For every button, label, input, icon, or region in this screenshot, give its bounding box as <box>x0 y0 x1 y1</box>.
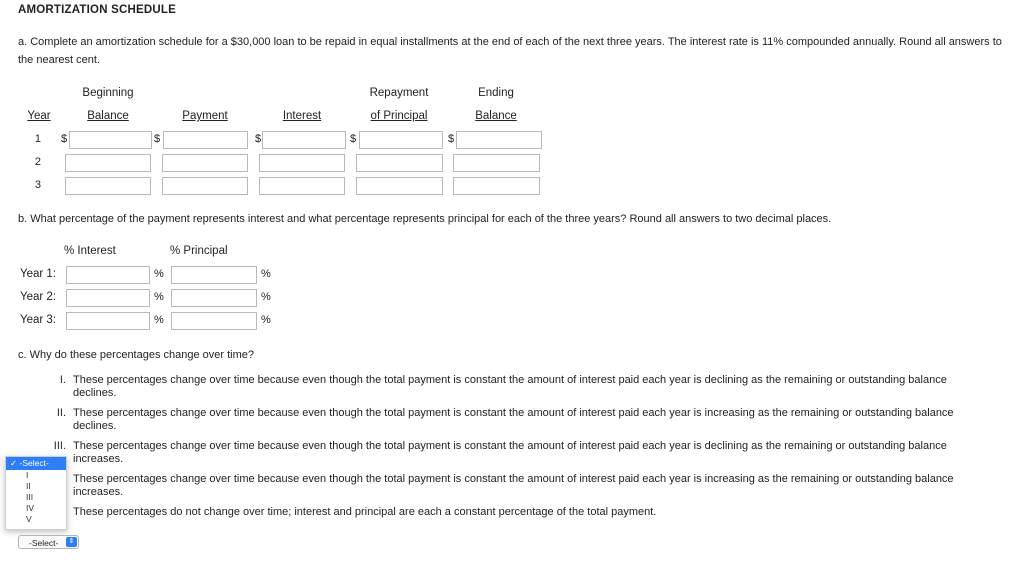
currency-sign: $ <box>154 133 161 145</box>
dropdown-option-v[interactable]: V <box>26 514 32 524</box>
currency-sign: $ <box>61 133 68 145</box>
chevron-updown-icon: ⇕ <box>66 537 77 547</box>
year-2-label: Year 2: <box>20 291 57 303</box>
option-4-text: These percentages change over time because even though the total payment is constant the amount of interest paid each year is increasing as the remaining or outstanding balance increases. <box>73 473 954 498</box>
year-1-interest-percent-input[interactable] <box>66 266 150 284</box>
year-2-principal-percent-input[interactable] <box>171 289 257 307</box>
header-repayment-bottom: of Principal <box>370 110 428 122</box>
percent-sign: % <box>261 268 271 280</box>
percent-sign: % <box>154 314 164 326</box>
row-2-interest-input[interactable] <box>259 154 345 172</box>
option-5-text: These percentages do not change over time; interest and principal are each a constant percentage of the total payment. <box>73 506 657 518</box>
row-2-beginning-balance-input[interactable] <box>65 154 151 172</box>
header-ending-top: Ending <box>478 87 514 99</box>
header-repayment-top: Repayment <box>369 87 429 99</box>
header-year: Year <box>27 110 51 122</box>
checkmark-icon: ✓ <box>10 458 20 468</box>
row-3-year: 3 <box>34 179 41 191</box>
header-percent-interest: % Interest <box>64 245 116 257</box>
row-3-beginning-balance-input[interactable] <box>65 177 151 195</box>
option-3-text: These percentages change over time because even though the total payment is constant the amount of interest paid each year is declining as the remaining or outstanding balance increases. <box>73 440 947 465</box>
row-1-interest-input[interactable] <box>262 131 346 149</box>
header-beginning-top: Beginning <box>82 87 134 99</box>
row-3-interest-input[interactable] <box>259 177 345 195</box>
answer-select-value: -Select- <box>29 538 59 548</box>
part-a-question: a. Complete an amortization schedule for a $30,000 loan to be repaid in equal installments at the end of each of the next three years. The interest rate is 11% compounded annually. Round all answers to the nearest cent. <box>18 36 1002 66</box>
row-2-ending-balance-input[interactable] <box>453 154 540 172</box>
row-3-ending-balance-input[interactable] <box>453 177 540 195</box>
percent-sign: % <box>154 268 164 280</box>
row-2-repayment-input[interactable] <box>356 154 443 172</box>
part-b-question: b. What percentage of the payment represents interest and what percentage represents principal for each of the three years? Round all answers to two decimal places. <box>18 213 832 225</box>
header-payment: Payment <box>182 110 228 122</box>
currency-sign: $ <box>448 133 455 145</box>
percent-sign: % <box>154 291 164 303</box>
dropdown-option-iv[interactable]: IV <box>26 503 35 513</box>
year-3-label: Year 3: <box>20 314 57 326</box>
currency-sign: $ <box>255 133 262 145</box>
header-percent-principal: % Principal <box>170 245 228 257</box>
option-1-text: These percentages change over time because even though the total payment is constant the amount of interest paid each year is declining as the remaining or outstanding balance declines. <box>73 374 947 399</box>
option-1-number: I. <box>59 374 66 386</box>
row-1-beginning-balance-input[interactable] <box>69 131 152 149</box>
row-1-repayment-input[interactable] <box>359 131 443 149</box>
dropdown-option-iii[interactable]: III <box>26 492 34 502</box>
row-2-payment-input[interactable] <box>162 154 248 172</box>
header-interest: Interest <box>282 110 322 122</box>
year-3-principal-percent-input[interactable] <box>171 312 257 330</box>
dropdown-option-select[interactable]: ✓ -Select- <box>6 457 66 470</box>
answer-dropdown-menu[interactable] <box>5 456 67 530</box>
year-3-interest-percent-input[interactable] <box>66 312 150 330</box>
currency-sign: $ <box>350 133 357 145</box>
year-1-label: Year 1: <box>20 268 57 280</box>
option-2-text: These percentages change over time because even though the total payment is constant the amount of interest paid each year is increasing as the remaining or outstanding balance declines. <box>73 407 954 432</box>
dropdown-option-ii[interactable]: II <box>26 481 31 491</box>
dropdown-option-i[interactable]: I <box>26 470 29 480</box>
row-1-payment-input[interactable] <box>163 131 248 149</box>
row-3-repayment-input[interactable] <box>356 177 443 195</box>
page-title: AMORTIZATION SCHEDULE <box>18 4 176 16</box>
percent-sign: % <box>261 314 271 326</box>
row-3-payment-input[interactable] <box>162 177 248 195</box>
header-beginning-bottom: Balance <box>87 110 129 122</box>
year-1-principal-percent-input[interactable] <box>171 266 257 284</box>
percent-sign: % <box>261 291 271 303</box>
year-2-interest-percent-input[interactable] <box>66 289 150 307</box>
option-2-number: II. <box>56 407 66 419</box>
option-3-number: III. <box>53 440 66 452</box>
answer-select[interactable] <box>18 535 79 549</box>
header-ending-bottom: Balance <box>475 110 517 122</box>
row-2-year: 2 <box>34 156 41 168</box>
row-1-ending-balance-input[interactable] <box>456 131 542 149</box>
row-1-year: 1 <box>34 133 41 145</box>
part-c-question: c. Why do these percentages change over time? <box>18 349 255 361</box>
